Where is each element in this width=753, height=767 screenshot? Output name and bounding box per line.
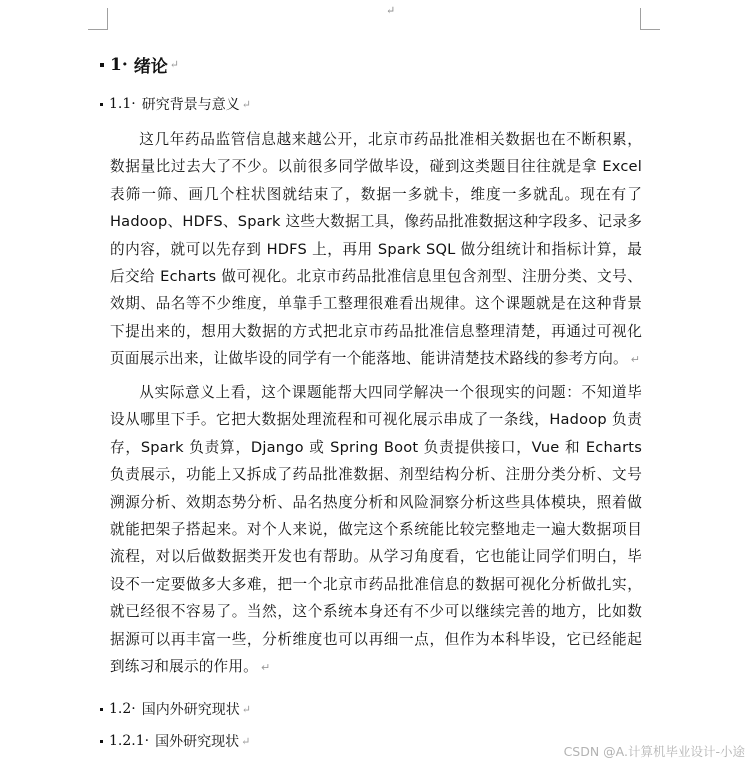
heading-bullet-icon — [100, 740, 103, 743]
heading-bullet-icon — [100, 708, 103, 711]
paragraph-mark-icon: ↵ — [241, 702, 251, 716]
body-paragraph — [110, 126, 642, 374]
heading-1: 1 · 绪论 ↵ — [100, 52, 179, 77]
paragraph-text: 从实际意义上看，这个课题能帮大四同学解决一个很现实的问题：不知道毕设从哪里下手。它把大数据处理流程和可视化展示串成了一条线，Hadoop 负责存，Spark 负责算，Django 或 Spring Boot 负责提供接口，Vue 和 Echarts 负责展示，功能上又拆成了药品批准数据、剂型结构分析、注册分类分析、文号溯源分析、效期态势分析、品名热度分析和风险洞察分析这些具体模块，照着做就能把架子搭起来。对个人来说，做完这个系统能比较完整地走一遍大数据项目流程，对以后做数据类开发也有帮助。从学习角度看，它也能让同学们明白，毕设不一定要做多大多难，把一个北京市药品批准信息的数据可视化分析做扎实，就已经很不容易了。当然，这个系统本身还有不少可以继续完善的地方，比如数据源可以再丰富一些，分析维度也可以再细一点，但作为本科毕设，它已经能起到练习和展示的作用。 — [110, 384, 642, 676]
heading-1-2-1: 1.2.1 · 国外研究现状 ↵ — [100, 731, 250, 751]
heading-number: 1.1 — [109, 96, 132, 112]
heading-title: 研究背景与意义 — [141, 97, 240, 113]
watermark: CSDN @A.计算机毕业设计-小途 — [563, 744, 745, 759]
body-paragraph — [110, 379, 642, 681]
heading-number: 1.2.1 — [109, 733, 145, 749]
crop-mark-right-horizontal — [640, 29, 660, 30]
paragraph-text: 这几年药品监管信息越来越公开，北京市药品批准相关数据也在不断积累，数据量比过去大了不少。以前很多同学做毕设，碰到这类题目往往就是拿 Excel 表筛一筛、画几个柱状图就结束了，数据一多就卡，维度一多就乱。现在有了 Hadoop、HDFS、Spark 这些大数据工具，像药品批准数据这种字段多、记录多的内容，就可以先存到 HDFS 上，再用 Spark SQL 做分组统计和指标计算，最后交给 Echarts 做可视化。北京市药品批准信息里包含剂型、注册分类、文号、效期、品名等不少维度，单靠手工整理很难看出规律。这个课题就是在这种背景下提出来的，想用大数据的方式把北京市药品批准信息整理清楚，再通过可视化页面展示出来，让做毕设的同学有一个能落地、能讲清楚技术路线的参考方向。 — [110, 131, 642, 368]
heading-title: 国内外研究现状 — [141, 702, 240, 718]
heading-1-2: 1.2 · 国内外研究现状 ↵ — [100, 699, 251, 719]
heading-bullet-icon — [100, 63, 104, 67]
heading-1-1: 1.1 · 研究背景与意义 ↵ — [100, 94, 251, 114]
heading-bullet-icon — [100, 103, 103, 106]
heading-title: 国外研究现状 — [155, 734, 240, 750]
heading-title: 绪论 — [133, 57, 168, 77]
heading-number: 1 — [110, 54, 122, 75]
heading-number: 1.2 — [109, 701, 132, 717]
paragraph-mark-icon: ↵ — [169, 58, 179, 71]
crop-mark-left-vertical — [107, 8, 108, 30]
paragraph-mark-icon: ↵ — [386, 4, 396, 17]
paragraph-mark-icon: ↵ — [241, 97, 251, 111]
paragraph-mark-icon: ↵ — [630, 353, 641, 367]
paragraph-mark-icon: ↵ — [260, 661, 271, 675]
paragraph-mark-icon: ↵ — [241, 734, 251, 748]
crop-mark-left-horizontal — [88, 29, 108, 30]
crop-mark-right-vertical — [640, 8, 641, 30]
